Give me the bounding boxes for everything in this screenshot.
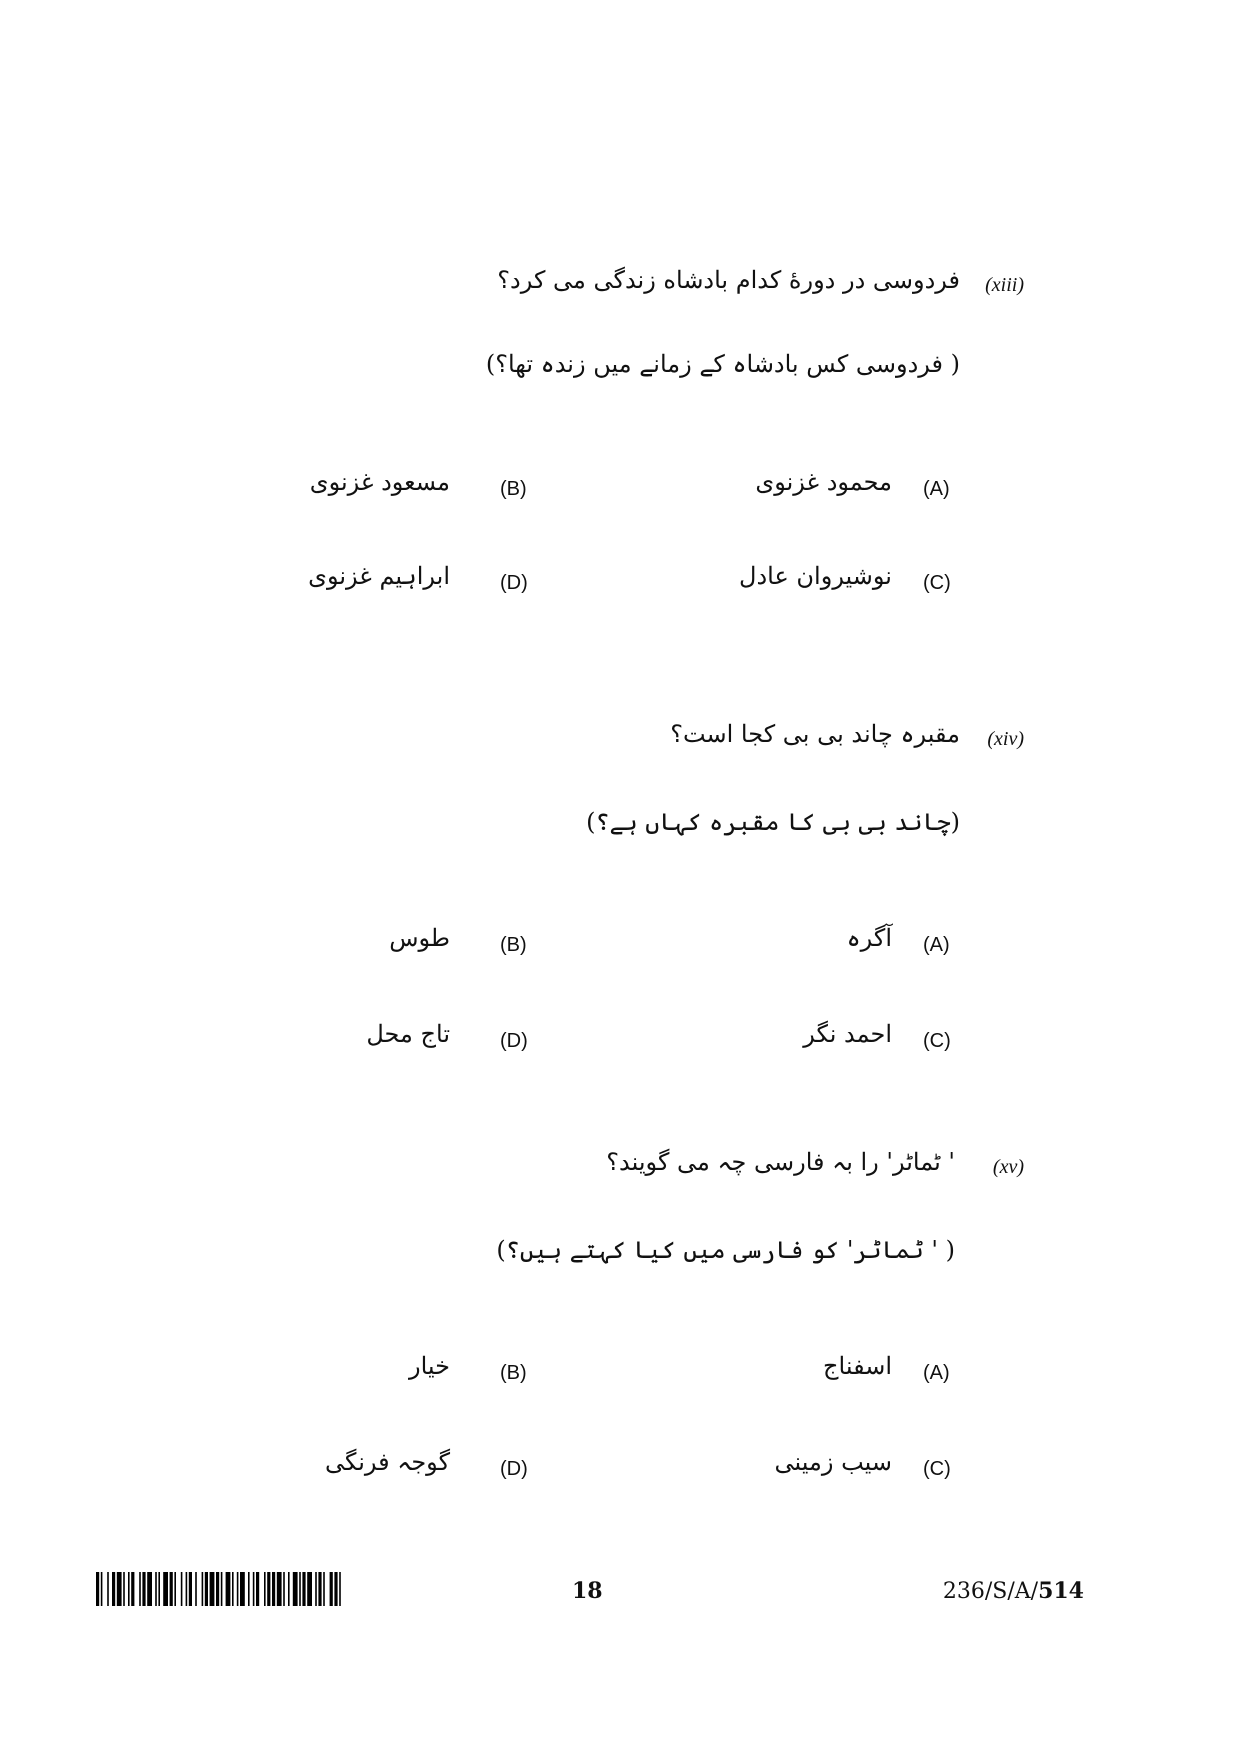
- barcode-bar: [293, 1572, 298, 1606]
- barcode-bar: [283, 1572, 285, 1606]
- barcode-bar: [272, 1572, 275, 1606]
- barcode-bar: [170, 1572, 173, 1606]
- barcode-bar: [155, 1572, 157, 1606]
- option-label-a-xiv: (A): [923, 934, 950, 956]
- barcode-bar: [221, 1572, 223, 1606]
- option-text-a-xv: اسفناج: [823, 1352, 892, 1380]
- barcode-bar: [334, 1572, 337, 1606]
- barcode-bar: [210, 1572, 215, 1606]
- barcode-image: [96, 1572, 448, 1606]
- option-text-b-xiii: مسعود غزنوی: [309, 468, 450, 496]
- barcode-bar: [277, 1572, 282, 1606]
- barcode-bar: [131, 1572, 134, 1606]
- barcode-bar: [117, 1572, 122, 1606]
- barcode-bar: [181, 1572, 183, 1606]
- barcode-bar: [256, 1572, 259, 1606]
- barcode-bar: [205, 1572, 208, 1606]
- question-text-urdu-xv: ( ' ٹماٹر' کو فارسی میں کیا کہتے ہیں؟): [496, 1236, 955, 1264]
- question-text-urdu-xiv: (چاند بی بی کا مقبرہ کہاں ہے؟): [586, 808, 960, 836]
- barcode-bar: [139, 1572, 141, 1606]
- option-label-a-xiii: (A): [923, 478, 950, 500]
- barcode-bar: [128, 1572, 130, 1606]
- barcode-bar: [288, 1572, 290, 1606]
- option-text-d-xiii: ابراہیم غزنوی: [308, 562, 450, 590]
- paper-code-prefix: 236/S/A/: [942, 1579, 1039, 1604]
- barcode-bar: [315, 1572, 317, 1606]
- barcode-bar: [237, 1572, 239, 1606]
- paper-code-number: 514: [1038, 1578, 1084, 1604]
- option-label-b-xiii: (B): [500, 478, 527, 500]
- barcode-bar: [226, 1572, 231, 1606]
- barcode-bar: [202, 1572, 204, 1606]
- option-text-b-xiv: طوس: [389, 924, 450, 952]
- option-text-c-xiii: نوشیروان عادل: [739, 562, 892, 590]
- barcode-bar: [339, 1572, 341, 1606]
- barcode-bar: [216, 1572, 219, 1606]
- barcode-bar: [264, 1572, 266, 1606]
- barcode-bar: [248, 1572, 250, 1606]
- barcode-bar: [267, 1572, 270, 1606]
- question-number-xv: (xv): [992, 1156, 1024, 1178]
- barcode-bar: [253, 1572, 255, 1606]
- barcode-bar: [186, 1572, 188, 1606]
- barcode-bar: [323, 1572, 325, 1606]
- page-number: 18: [572, 1578, 603, 1604]
- barcode-bar: [302, 1572, 305, 1606]
- question-number-xiv: (xiv): [987, 728, 1024, 750]
- barcode-bar: [240, 1572, 245, 1606]
- option-label-a-xv: (A): [923, 1362, 950, 1384]
- barcode-bar: [330, 1572, 333, 1606]
- option-label-c-xiv: (C): [923, 1030, 951, 1052]
- question-text-persian-xiii: فردوسی در دورۀ کدام بادشاه زندگی می کرد؟: [497, 266, 960, 294]
- barcode-bar: [107, 1572, 109, 1606]
- barcode-bar: [299, 1572, 301, 1606]
- option-text-a-xiv: آگرہ: [846, 924, 892, 952]
- option-label-c-xv: (C): [923, 1458, 951, 1480]
- barcode-bar: [147, 1572, 152, 1606]
- option-label-b-xiv: (B): [500, 934, 527, 956]
- option-label-b-xv: (B): [500, 1362, 527, 1384]
- barcode-bar: [232, 1572, 234, 1606]
- option-label-d-xiv: (D): [500, 1030, 528, 1052]
- option-text-c-xiv: احمد نگر: [803, 1020, 892, 1048]
- barcode-bar: [195, 1572, 197, 1606]
- option-text-d-xv: گوجہ فرنگی: [324, 1448, 450, 1476]
- barcode-bar: [112, 1572, 115, 1606]
- barcode-bar: [96, 1572, 99, 1606]
- option-label-c-xiii: (C): [923, 572, 951, 594]
- barcode-bar: [189, 1572, 192, 1606]
- option-text-c-xv: سیب زمینی: [774, 1448, 892, 1476]
- question-text-persian-xv: ' ٹماٹر' را بہ فارسی چہ می گویند؟: [606, 1148, 955, 1176]
- option-text-a-xiii: محمود غزنوی: [755, 468, 892, 496]
- barcode-bar: [101, 1572, 103, 1606]
- option-label-d-xiii: (D): [500, 572, 528, 594]
- barcode-bar: [307, 1572, 312, 1606]
- barcode-bar: [163, 1572, 168, 1606]
- barcode-bar: [318, 1572, 321, 1606]
- barcode-bar: [142, 1572, 145, 1606]
- option-text-b-xv: خیار: [409, 1352, 450, 1380]
- question-text-persian-xiv: مقبرہ چاند بی بی کجا است؟: [670, 720, 960, 748]
- paper-code: [943, 1578, 1084, 1604]
- option-text-d-xiv: تاج محل: [366, 1020, 450, 1048]
- barcode-bar: [158, 1572, 160, 1606]
- barcode-bar: [123, 1572, 125, 1606]
- barcode-bar: [174, 1572, 176, 1606]
- question-number-xiii: (xiii): [985, 274, 1024, 296]
- question-text-urdu-xiii: ( فردوسی کس بادشاہ کے زمانے میں زندہ تھا؟): [485, 350, 960, 378]
- option-label-d-xv: (D): [500, 1458, 528, 1480]
